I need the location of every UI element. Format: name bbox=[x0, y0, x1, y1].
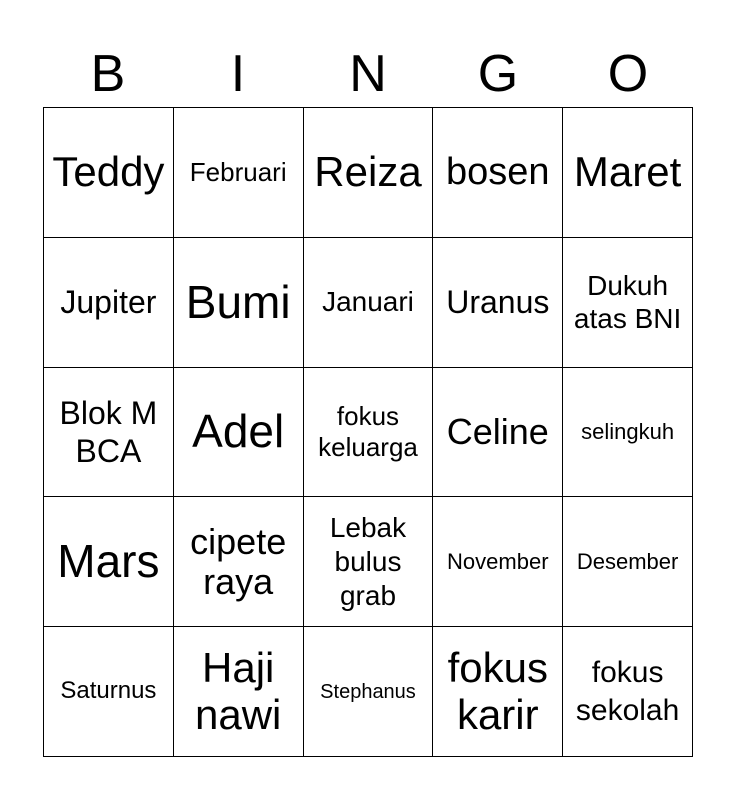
bingo-cell[interactable]: Reiza bbox=[304, 108, 434, 238]
bingo-cell[interactable]: cipete raya bbox=[174, 497, 304, 627]
bingo-cell[interactable]: Celine bbox=[433, 368, 563, 498]
bingo-cell[interactable]: Januari bbox=[304, 238, 434, 368]
bingo-cell[interactable]: Jupiter bbox=[44, 238, 174, 368]
bingo-cell[interactable]: bosen bbox=[433, 108, 563, 238]
bingo-cell[interactable]: Haji nawi bbox=[174, 627, 304, 757]
bingo-cell[interactable]: Stephanus bbox=[304, 627, 434, 757]
header-letter-n: N bbox=[349, 45, 387, 103]
bingo-grid bbox=[43, 107, 693, 757]
bingo-header bbox=[43, 40, 693, 108]
header-letter-o: O bbox=[607, 45, 649, 103]
bingo-cell[interactable]: Bumi bbox=[174, 238, 304, 368]
bingo-cell[interactable]: November bbox=[433, 497, 563, 627]
bingo-cell[interactable]: Blok M BCA bbox=[44, 368, 174, 498]
bingo-cell[interactable]: selingkuh bbox=[563, 368, 693, 498]
bingo-cell[interactable]: Adel bbox=[174, 368, 304, 498]
header-letter-b: B bbox=[90, 45, 126, 103]
bingo-cell[interactable]: Saturnus bbox=[44, 627, 174, 757]
bingo-cell[interactable]: Dukuh atas BNI bbox=[563, 238, 693, 368]
bingo-cell[interactable]: Mars bbox=[44, 497, 174, 627]
bingo-cell[interactable]: fokus karir bbox=[433, 627, 563, 757]
bingo-cell[interactable]: fokus keluarga bbox=[304, 368, 434, 498]
bingo-cell[interactable]: Februari bbox=[174, 108, 304, 238]
bingo-cell[interactable]: Teddy bbox=[44, 108, 174, 238]
bingo-cell[interactable]: Uranus bbox=[433, 238, 563, 368]
bingo-cell[interactable]: Lebak bulus grab bbox=[304, 497, 434, 627]
header-letter-g: G bbox=[477, 45, 519, 103]
header-letter-i: I bbox=[230, 45, 246, 103]
bingo-cell[interactable]: fokus sekolah bbox=[563, 627, 693, 757]
bingo-cell[interactable]: Maret bbox=[563, 108, 693, 238]
bingo-cell[interactable]: Desember bbox=[563, 497, 693, 627]
